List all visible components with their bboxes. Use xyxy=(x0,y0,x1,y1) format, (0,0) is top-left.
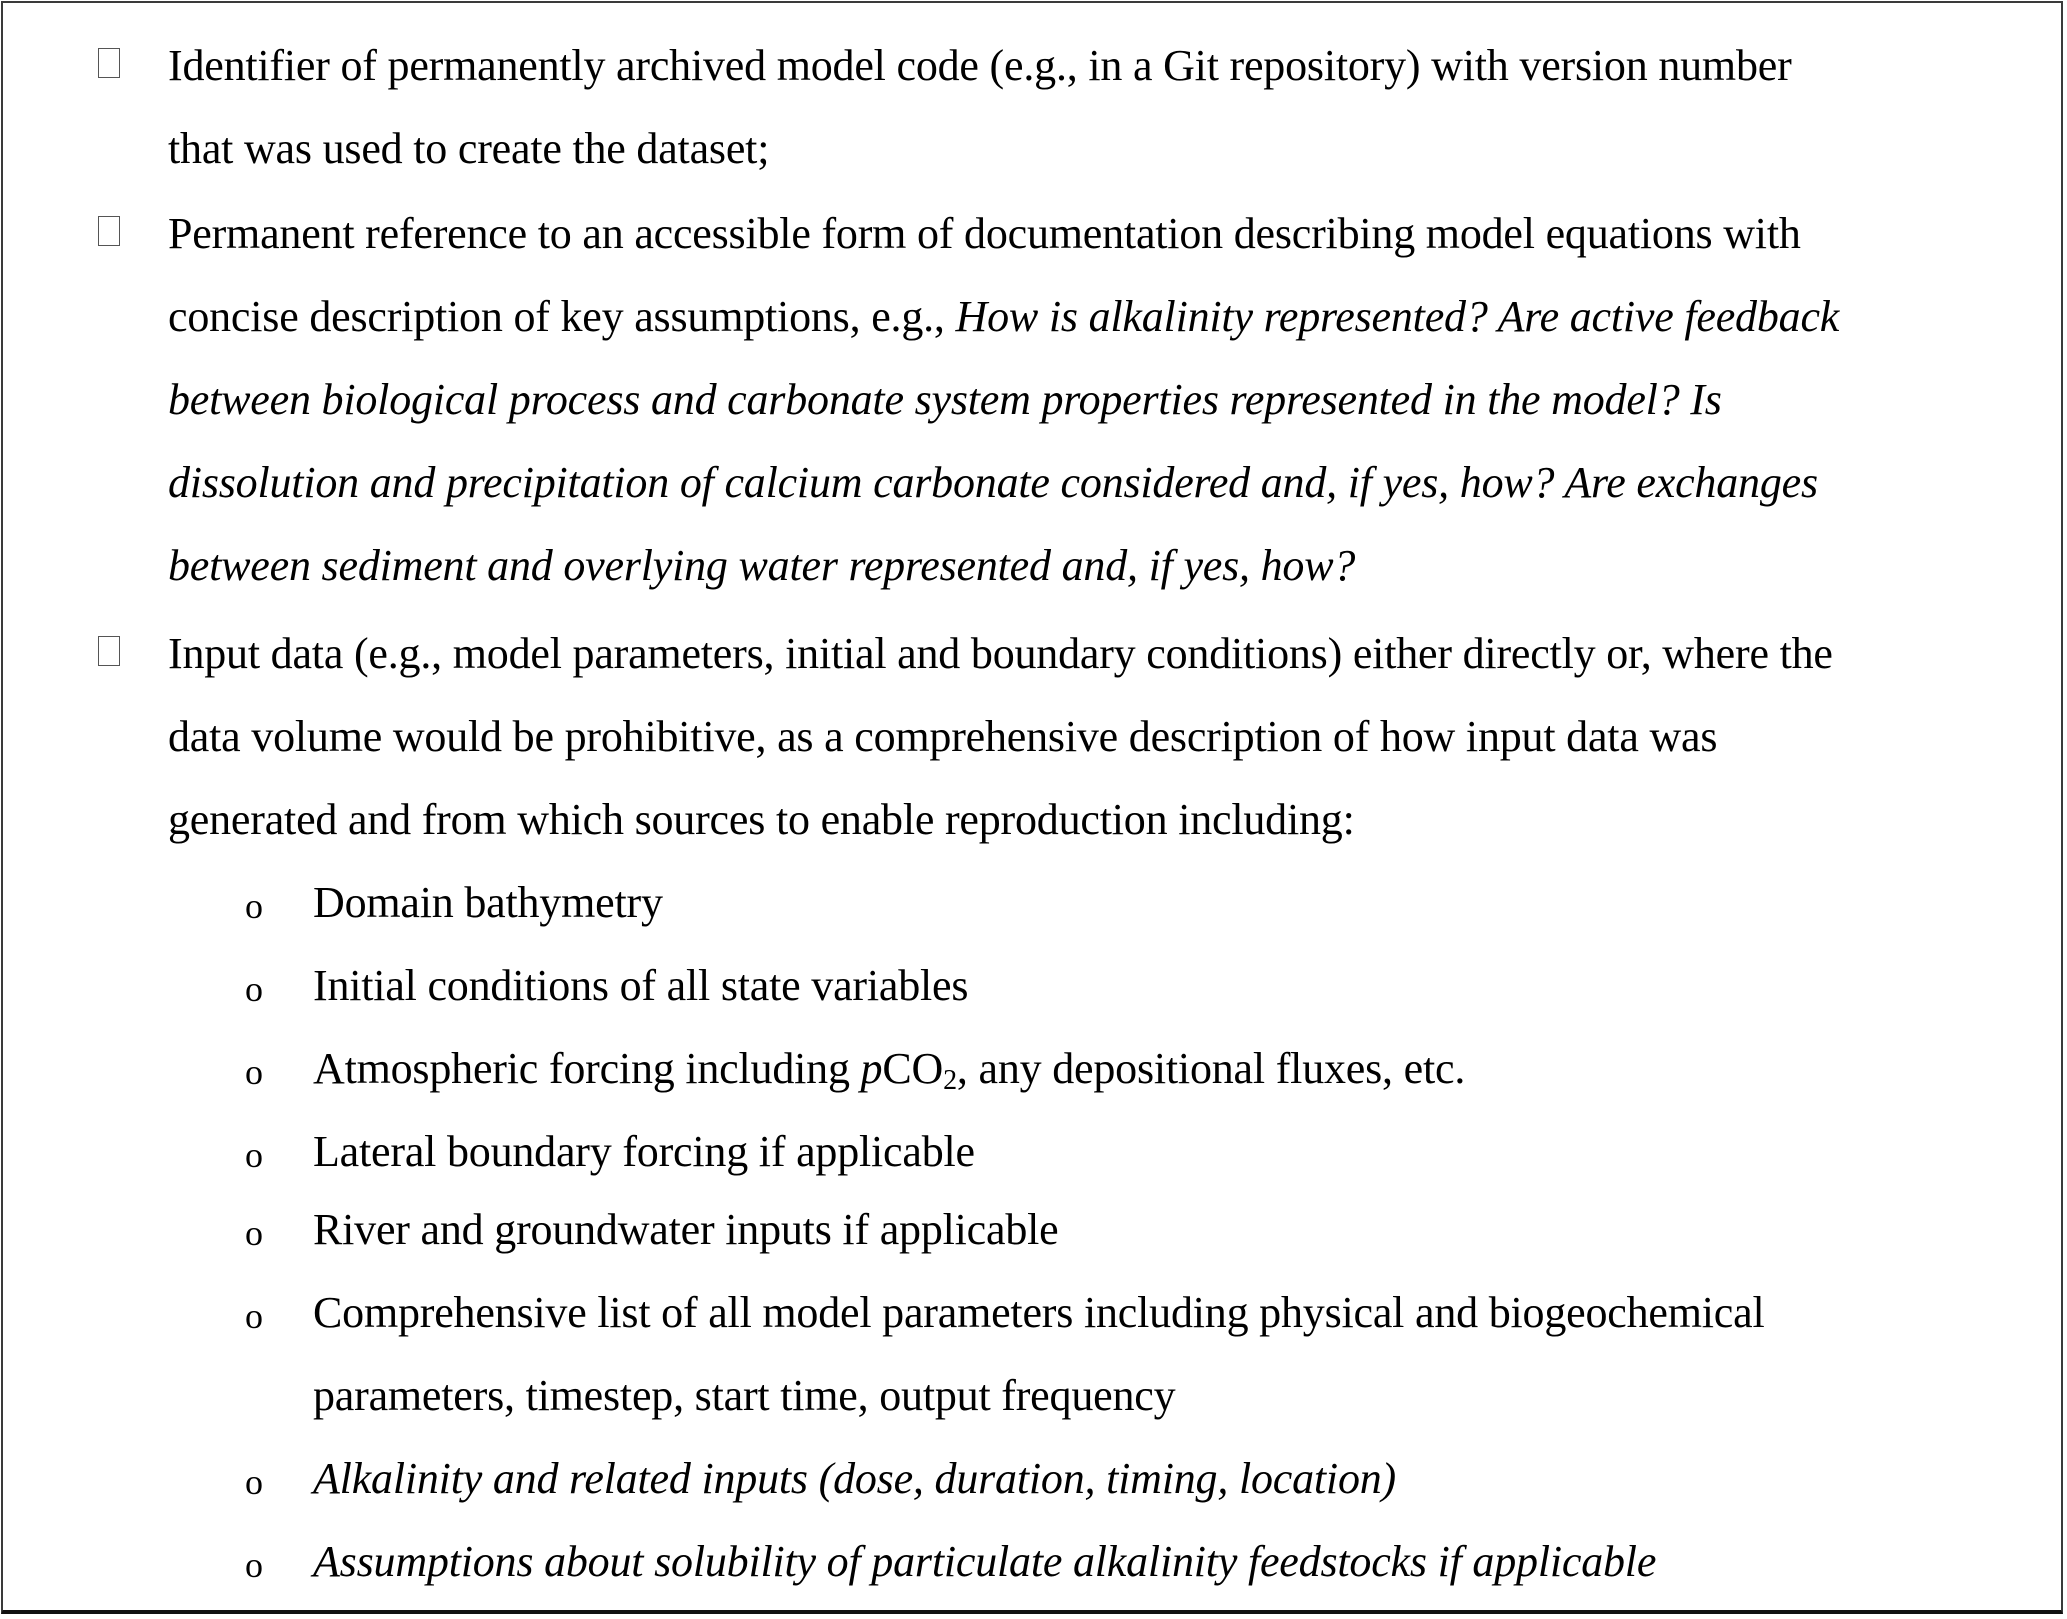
item-text-line xyxy=(168,457,1818,509)
circle-bullet-icon: o xyxy=(245,1135,263,1175)
item-text-line xyxy=(168,374,1722,426)
checkbox-icon[interactable] xyxy=(98,636,120,666)
item-text-italic: How is alkalinity represented? Are active feedback xyxy=(955,292,1840,341)
circle-bullet-icon: o xyxy=(245,1462,263,1502)
item-text-line: generated and from which sources to enable reproduction including: xyxy=(168,795,1355,844)
sub-item-model-parameters-cont: parameters, timestep, start time, output frequency xyxy=(313,1371,1176,1420)
checkbox-icon[interactable] xyxy=(98,216,120,246)
text-part-italic: Alkalinity and related inputs (dose, duration, timing, location) xyxy=(313,1454,1397,1503)
circle-bullet-icon: o xyxy=(245,1052,263,1092)
item-text-line: Permanent reference to an accessible form of documentation describing model equations with xyxy=(168,209,1801,258)
sub-item-bathymetry: Domain bathymetry xyxy=(313,878,663,927)
item-text-italic: between biological process and carbonate system properties represented in the model? Is xyxy=(168,375,1722,424)
item-text-line: that was used to create the dataset; xyxy=(168,124,770,173)
circle-bullet-icon: o xyxy=(245,1545,263,1585)
text-part: CO xyxy=(882,1044,944,1093)
text-part: , any depositional fluxes, etc. xyxy=(956,1044,1466,1093)
item-text-line xyxy=(168,540,1355,592)
sub-item-model-parameters: Comprehensive list of all model parameters including physical and biogeochemical xyxy=(313,1288,1765,1337)
subscript: 2 xyxy=(943,1065,957,1096)
item-text-line xyxy=(168,291,1839,343)
item-text-line: data volume would be prohibitive, as a comprehensive description of how input data was xyxy=(168,712,1718,761)
circle-bullet-icon: o xyxy=(245,1296,263,1336)
item-text-line: Input data (e.g., model parameters, initial and boundary conditions) either directly or, where the xyxy=(168,629,1833,678)
circle-bullet-icon: o xyxy=(245,969,263,1009)
item-text-italic: dissolution and precipitation of calcium carbonate considered and, if yes, how? Are exchanges xyxy=(168,458,1818,507)
text-part: Atmospheric forcing including xyxy=(313,1044,861,1093)
item-text-line: Identifier of permanently archived model code (e.g., in a Git repository) with version number xyxy=(168,41,1792,90)
sub-item-initial-conditions: Initial conditions of all state variables xyxy=(313,961,969,1010)
circle-bullet-icon: o xyxy=(245,1213,263,1253)
item-text-italic: between sediment and overlying water represented and, if yes, how? xyxy=(168,541,1356,590)
text-part-italic: p xyxy=(860,1044,883,1093)
sub-item-atmospheric-forcing xyxy=(313,1043,1465,1095)
text-part-italic: Assumptions about solubility of particulate alkalinity feedstocks if applicable xyxy=(313,1537,1657,1586)
checkbox-icon[interactable] xyxy=(98,48,120,78)
sub-item-solubility xyxy=(313,1536,1656,1588)
item-text-plain: concise description of key assumptions, e.g., xyxy=(168,292,956,341)
sub-item-lateral-boundary: Lateral boundary forcing if applicable xyxy=(313,1127,975,1176)
sub-item-river-groundwater: River and groundwater inputs if applicable xyxy=(313,1205,1059,1254)
sub-item-alkalinity-inputs xyxy=(313,1453,1396,1505)
circle-bullet-icon: o xyxy=(245,886,263,926)
